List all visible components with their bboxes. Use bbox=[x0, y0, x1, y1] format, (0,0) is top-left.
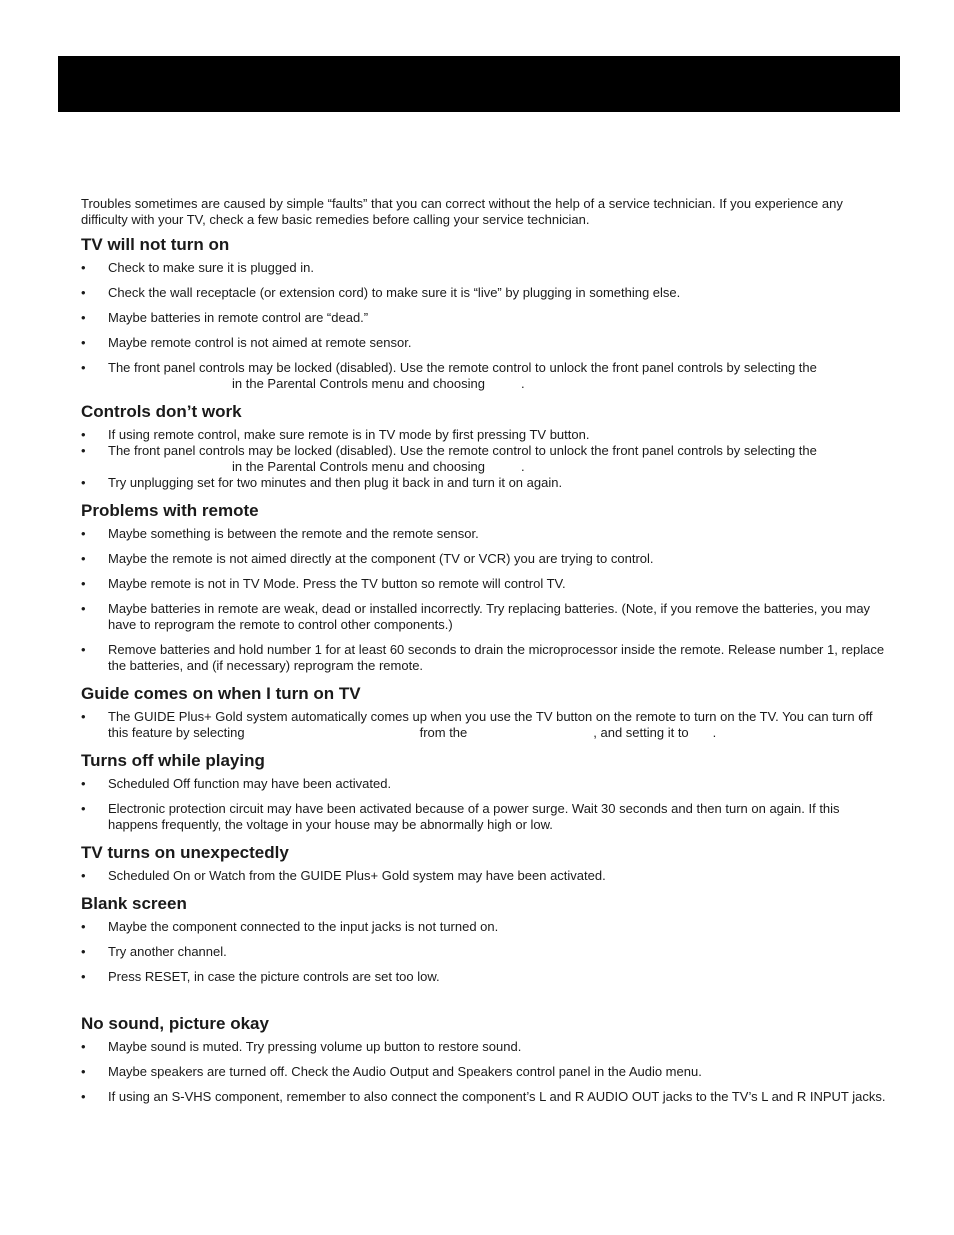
section-problems-with-remote bbox=[81, 500, 891, 674]
section-guide-comes-on bbox=[81, 683, 891, 741]
header-bar bbox=[58, 56, 900, 112]
bullet-list bbox=[81, 868, 891, 884]
list-item: • Try another channel. bbox=[81, 944, 891, 960]
section-controls-dont-work bbox=[81, 401, 891, 491]
list-item: • Electronic protection circuit may have been activated because of a power surge. Wait 30 seconds and then turn on again. If this happens frequently, the voltage in your house may be abnormally high or low. bbox=[81, 801, 891, 833]
section-heading: No sound, picture okay bbox=[81, 1014, 269, 1033]
troubleshooting-content bbox=[81, 196, 891, 1114]
intro-paragraph: Troubles sometimes are caused by simple “faults” that you can correct without the help of a service technician. If you experience any difficulty with your TV, check a few basic remedies before calling your service technician. bbox=[81, 196, 843, 227]
list-item: • Maybe speakers are turned off. Check the Audio Output and Speakers control panel in the Audio menu. bbox=[81, 1064, 891, 1080]
bullet-list bbox=[81, 260, 891, 392]
list-item: • Press RESET, in case the picture controls are set too low. bbox=[81, 969, 891, 985]
bullet-list bbox=[81, 1039, 891, 1105]
list-item: • Maybe something is between the remote and the remote sensor. bbox=[81, 526, 891, 542]
list-item: • Check the wall receptacle (or extension cord) to make sure it is “live” by plugging in something else. bbox=[81, 285, 891, 301]
list-item: • The front panel controls may be locked (disabled). Use the remote control to unlock the front panel controls by selecting thein the Parental Controls menu and choosing . bbox=[81, 443, 891, 475]
section-no-sound-picture-okay bbox=[81, 1013, 891, 1105]
list-item: • If using an S-VHS component, remember to also connect the component’s L and R AUDIO OUT jacks to the TV’s L and R INPUT jacks. bbox=[81, 1089, 891, 1105]
list-item: • Maybe batteries in remote control are “dead.” bbox=[81, 310, 891, 326]
bullet-list bbox=[81, 427, 891, 491]
list-item: • Scheduled On or Watch from the GUIDE Plus+ Gold system may have been activated. bbox=[81, 868, 891, 884]
list-item: • If using remote control, make sure remote is in TV mode by first pressing TV button. bbox=[81, 427, 891, 443]
list-item: • Scheduled Off function may have been activated. bbox=[81, 776, 891, 792]
section-heading: TV will not turn on bbox=[81, 235, 230, 254]
bullet-list bbox=[81, 776, 891, 833]
bullet-list bbox=[81, 709, 891, 741]
bullet-list bbox=[81, 526, 891, 674]
section-heading: Problems with remote bbox=[81, 501, 259, 520]
section-tv-will-not-turn-on bbox=[81, 234, 891, 392]
section-heading: Blank screen bbox=[81, 894, 187, 913]
section-heading: TV turns on unexpectedly bbox=[81, 843, 289, 862]
list-item: • Maybe the component connected to the input jacks is not turned on. bbox=[81, 919, 891, 935]
section-turns-off-while-playing bbox=[81, 750, 891, 833]
list-item: • The front panel controls may be locked (disabled). Use the remote control to unlock the front panel controls by selecting thein the Parental Controls menu and choosing . bbox=[81, 360, 891, 392]
list-item: • Remove batteries and hold number 1 for at least 60 seconds to drain the microprocessor inside the remote. Release number 1, replace the batteries, and (if necessary) reprogram the remote. bbox=[81, 642, 891, 674]
list-item: • Maybe sound is muted. Try pressing volume up button to restore sound. bbox=[81, 1039, 891, 1055]
list-item: • Maybe the remote is not aimed directly at the component (TV or VCR) you are trying to control. bbox=[81, 551, 891, 567]
section-heading: Turns off while playing bbox=[81, 751, 265, 770]
section-heading: Guide comes on when I turn on TV bbox=[81, 684, 361, 703]
section-blank-screen bbox=[81, 893, 891, 985]
list-item: • Check to make sure it is plugged in. bbox=[81, 260, 891, 276]
list-item: • Try unplugging set for two minutes and then plug it back in and turn it on again. bbox=[81, 475, 891, 491]
list-item: • Maybe remote control is not aimed at remote sensor. bbox=[81, 335, 891, 351]
section-heading: Controls don’t work bbox=[81, 402, 242, 421]
list-item: • Maybe remote is not in TV Mode. Press the TV button so remote will control TV. bbox=[81, 576, 891, 592]
section-tv-turns-on-unexpectedly bbox=[81, 842, 891, 884]
list-item: • Maybe batteries in remote are weak, dead or installed incorrectly. Try replacing batteries. (Note, if you remove the batteries, you may have to reprogram the remote to control other components.) bbox=[81, 601, 891, 633]
list-item: • The GUIDE Plus+ Gold system automatically comes up when you use the TV button on the remote to turn on the TV. You can turn off this feature by selecting from the , and setting it to . bbox=[81, 709, 891, 741]
bullet-list bbox=[81, 919, 891, 985]
